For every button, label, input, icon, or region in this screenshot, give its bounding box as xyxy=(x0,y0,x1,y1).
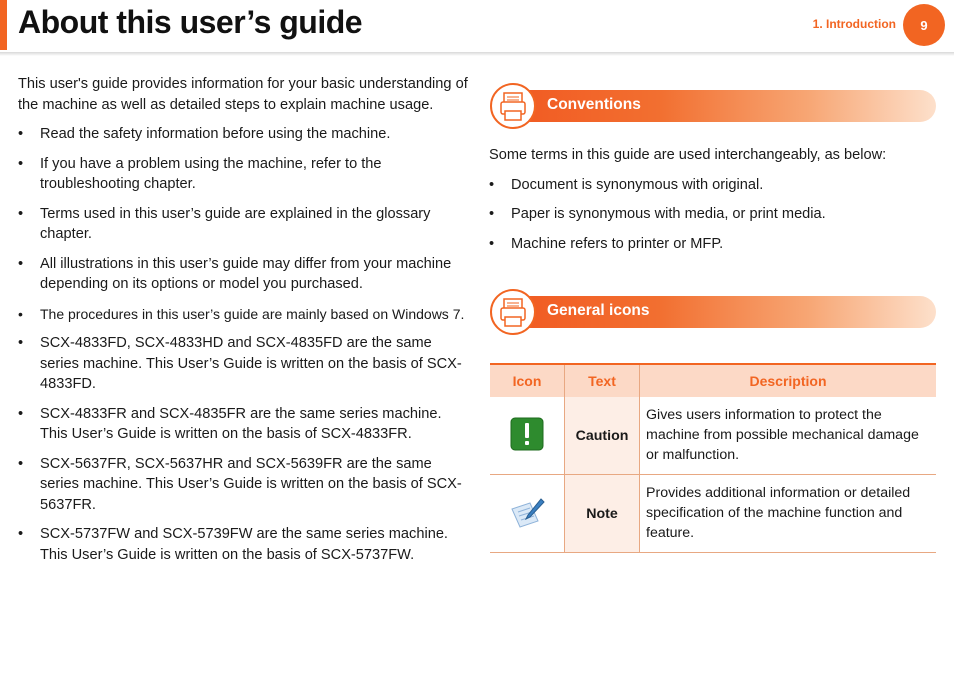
header-accent-bar xyxy=(0,0,7,50)
list-item-text: SCX-5737FW and SCX-5739FW are the same series machine. This User’s Guide is written on the basis of SCX-5737FW. xyxy=(40,526,448,563)
caution-exclamation-icon xyxy=(510,439,544,455)
list-item xyxy=(489,204,939,225)
conventions-heading xyxy=(490,83,936,129)
list-item-text: SCX-4833FR and SCX-4835FR are the same series machine. This User’s Guide is written on the basis of SCX-4833FR. xyxy=(40,405,442,442)
conventions-section xyxy=(489,145,939,263)
list-item-text: SCX-5637FR, SCX-5637HR and SCX-5639FR are the same series machine. This User’s Guide is written on the basis of SCX-5637FR. xyxy=(40,455,462,513)
caution-label: Caution xyxy=(565,397,640,475)
list-item-text: Paper is synonymous with media, or print media. xyxy=(511,206,826,222)
list-item xyxy=(18,304,470,325)
list-item xyxy=(489,234,939,255)
caution-description: Gives users information to protect the machine from possible mechanical damage or malfunction. xyxy=(640,397,937,475)
list-item-text: Read the safety information before using the machine. xyxy=(40,126,391,142)
list-item xyxy=(18,524,470,565)
list-item xyxy=(18,333,470,395)
list-item-text: The procedures in this user’s guide are mainly based on Windows 7. xyxy=(40,305,465,322)
list-item xyxy=(18,454,470,516)
list-item xyxy=(489,175,939,196)
column-header-icon: Icon xyxy=(490,364,565,397)
list-item-text: All illustrations in this user’s guide may differ from your machine depending on its options or model you purchased. xyxy=(40,255,452,292)
table-header-row xyxy=(490,364,936,397)
conventions-paragraph: Some terms in this guide are used interchangeably, as below: xyxy=(489,147,887,163)
list-item xyxy=(18,154,470,195)
intro-section xyxy=(18,74,470,574)
chapter-label[interactable]: 1. Introduction xyxy=(812,17,896,31)
printer-icon xyxy=(490,83,536,129)
general-icons-heading-label: General icons xyxy=(547,302,650,319)
note-pencil-icon xyxy=(508,517,546,533)
printer-icon xyxy=(490,289,536,335)
list-item xyxy=(18,124,470,145)
icon-cell xyxy=(490,397,565,475)
table-row xyxy=(490,475,936,553)
page-title: About this user’s guide xyxy=(18,4,363,40)
bullet-glyph: • xyxy=(18,305,23,322)
bullet-glyph: • xyxy=(18,405,24,422)
bullet-glyph: • xyxy=(18,155,24,172)
list-item-text: Terms used in this user’s guide are explained in the glossary chapter. xyxy=(40,205,431,242)
list-item-text: If you have a problem using the machine, refer to the troubleshooting chapter. xyxy=(40,155,382,192)
list-item xyxy=(18,254,470,295)
conventions-heading-label: Conventions xyxy=(547,96,641,113)
list-item xyxy=(18,404,470,445)
column-header-text: Text xyxy=(565,364,640,397)
bullet-glyph: • xyxy=(18,205,24,222)
table-row xyxy=(490,397,936,475)
bullet-glyph: • xyxy=(18,455,24,472)
bullet-glyph: • xyxy=(489,176,495,193)
bullet-glyph: • xyxy=(18,255,24,272)
conventions-bullet-list xyxy=(489,175,939,255)
intro-bullet-list xyxy=(18,124,470,565)
bullet-glyph: • xyxy=(489,206,495,222)
list-item-text: Machine refers to printer or MFP. xyxy=(511,235,724,252)
list-item xyxy=(18,204,470,245)
list-item-text: SCX-4833FD, SCX-4833HD and SCX-4835FD are the same series machine. This User’s Guide is written on the basis of SCX-4833FD. xyxy=(40,335,462,392)
general-icons-heading xyxy=(490,289,936,335)
note-label: Note xyxy=(565,475,640,553)
bullet-glyph: • xyxy=(18,126,24,142)
bullet-glyph: • xyxy=(489,235,495,252)
list-item-text: Document is synonymous with original. xyxy=(511,176,764,193)
icon-cell xyxy=(490,475,565,553)
header-divider xyxy=(0,52,954,56)
intro-paragraph: This user's guide provides information for your basic understanding of the machine as well as detailed steps to explain machine usage. xyxy=(18,76,468,113)
general-icons-table xyxy=(490,363,936,553)
bullet-glyph: • xyxy=(18,526,24,542)
page-number-badge: 9 xyxy=(903,4,945,46)
note-description: Provides additional information or detailed specification of the machine function and feature. xyxy=(640,475,937,553)
column-header-description: Description xyxy=(640,364,937,397)
bullet-glyph: • xyxy=(18,335,24,351)
